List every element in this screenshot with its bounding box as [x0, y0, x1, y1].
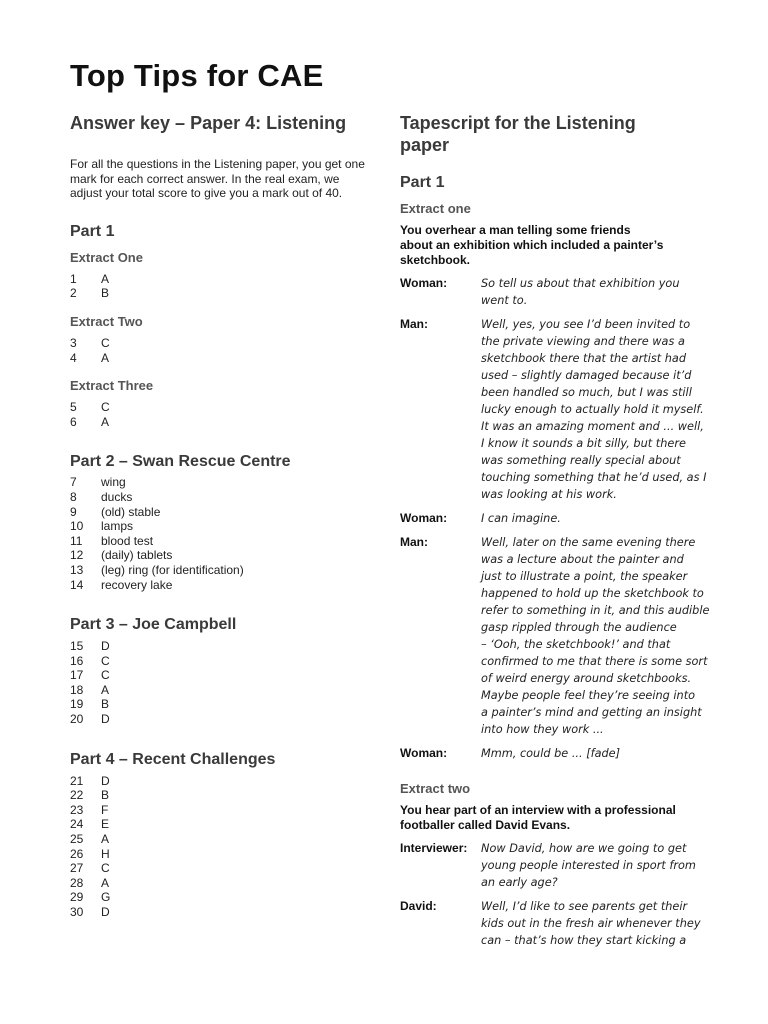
answer-row	[70, 683, 370, 698]
answer-number: 10	[70, 519, 84, 534]
answer-row	[70, 415, 370, 430]
answer-value: B	[101, 697, 110, 712]
answer-row	[70, 876, 370, 891]
answer-row	[70, 475, 370, 490]
answer-value: lamps	[101, 519, 134, 534]
speech-text	[481, 534, 709, 738]
intro-line: You overhear a man telling some friends	[400, 223, 631, 237]
answer-row	[70, 905, 370, 920]
speech-text	[481, 840, 705, 891]
answer-number: 7	[70, 475, 77, 490]
answer-number: 24	[70, 817, 84, 832]
speech-line: used – slightly damaged because it’d	[481, 369, 692, 382]
answer-row	[70, 286, 370, 301]
answer-value: C	[101, 400, 110, 415]
speech-line: young people interested in sport from	[481, 859, 696, 872]
dialogue-turn	[400, 510, 705, 527]
answer-value: H	[101, 846, 110, 861]
speech-line: was a lecture about the painter and	[481, 553, 684, 566]
extract-three-answers	[70, 400, 370, 429]
extract-two-heading: Extract Two	[70, 313, 143, 329]
answer-row	[70, 861, 370, 876]
answer-row	[70, 774, 370, 789]
speech-line: of weird energy around sketchbooks.	[481, 672, 692, 685]
extract-three-heading: Extract Three	[70, 378, 154, 394]
speech-line: touching something that he’d used, as I	[481, 471, 707, 484]
answer-row	[70, 847, 370, 862]
speech-line: gasp rippled through the audience	[481, 621, 677, 634]
answer-value: D	[101, 639, 110, 654]
answer-number: 15	[70, 639, 84, 654]
tapescript-heading-line2: paper	[400, 135, 450, 155]
speaker-label: Interviewer:	[400, 841, 468, 855]
answer-value: A	[101, 832, 110, 847]
answer-value: B	[101, 286, 110, 301]
answer-value: blood test	[101, 533, 154, 548]
speech-line: Maybe people feel they’re seeing into	[481, 689, 696, 702]
answer-value: (leg) ring (for identification)	[101, 562, 244, 577]
speech-line: just to illustrate a point, the speaker	[481, 570, 688, 583]
part4-answers	[70, 774, 370, 920]
answer-number: 9	[70, 504, 77, 519]
part2-heading: Part 2 – Swan Rescue Centre	[70, 453, 291, 471]
answer-number: 29	[70, 890, 84, 905]
speaker-label: Woman:	[400, 746, 448, 760]
speech-line: happened to hold up the sketchbook to	[481, 587, 704, 600]
speaker-label: Woman:	[400, 276, 448, 290]
speech-line: went to.	[481, 294, 528, 307]
part3-heading: Part 3 – Joe Campbell	[70, 616, 237, 634]
answer-value: ducks	[101, 489, 133, 504]
answer-number: 30	[70, 905, 84, 919]
intro-line: about an exhibition which included a painter’s	[400, 238, 664, 252]
answer-number: 20	[70, 712, 84, 727]
dialogue-turn	[400, 840, 705, 891]
part4-heading: Part 4 – Recent Challenges	[70, 750, 276, 768]
answer-number: 8	[70, 489, 77, 504]
answer-number: 2	[70, 286, 77, 301]
answer-row	[70, 788, 370, 803]
speech-line: was looking at his work.	[481, 488, 617, 501]
answer-number: 26	[70, 846, 84, 861]
answer-number: 14	[70, 577, 84, 592]
tapescript-part1-heading: Part 1	[400, 174, 445, 191]
answer-value: (old) stable	[101, 504, 161, 519]
speech-text	[481, 275, 705, 309]
answer-value: A	[101, 414, 110, 429]
answer-row	[70, 803, 370, 818]
answer-row	[70, 563, 370, 578]
answer-number: 5	[70, 400, 77, 415]
speech-line: Well, I’d like to see parents get their	[481, 900, 688, 913]
speech-line: can – that’s how they start kicking a	[481, 934, 687, 947]
speech-line: I know it sounds a bit silly, but there	[481, 437, 686, 450]
speech-line: kids out in the fresh air whenever they	[481, 917, 701, 930]
answer-number: 22	[70, 788, 84, 803]
answer-row	[70, 548, 370, 563]
answer-value: D	[101, 905, 110, 919]
part3-answers	[70, 639, 370, 727]
answer-row	[70, 712, 370, 727]
speech-line: Well, later on the same evening there	[481, 536, 696, 549]
speech-line: I can imagine.	[481, 512, 561, 525]
speaker-label: David:	[400, 899, 437, 913]
page-title: Top Tips for CAE	[70, 58, 324, 93]
speech-text	[481, 316, 706, 503]
answer-row	[70, 697, 370, 712]
answer-value: A	[101, 682, 110, 697]
dialogue-turn	[400, 275, 705, 309]
answer-value: wing	[101, 475, 126, 490]
speech-line: confirmed to me that there is some sort	[481, 655, 708, 668]
answer-value: C	[101, 668, 110, 683]
dialogue-turn	[400, 898, 705, 949]
answer-value: B	[101, 788, 110, 803]
answer-row	[70, 400, 370, 415]
intro-line: sketchbook.	[400, 253, 471, 267]
answer-value: G	[101, 890, 111, 905]
extract-one-heading: Extract one	[400, 201, 471, 216]
speech-line: – ‘Ooh, the sketchbook!’ and that	[481, 638, 671, 651]
tapescript-column	[400, 112, 710, 949]
answer-row	[70, 336, 370, 351]
extract-one-heading: Extract One	[70, 249, 143, 265]
dialogue-turn	[400, 534, 710, 738]
speech-line: been handled so much, but I was still	[481, 386, 692, 399]
answer-row	[70, 668, 370, 683]
answer-value: A	[101, 350, 110, 365]
speech-line: a painter’s mind and getting an insight	[481, 706, 702, 719]
part1-heading: Part 1	[70, 222, 115, 240]
answer-row	[70, 272, 370, 287]
answer-number: 12	[70, 548, 84, 563]
speech-line: Well, yes, you see I’d been invited to	[481, 318, 691, 331]
answer-value: C	[101, 653, 110, 668]
answer-number: 21	[70, 773, 84, 788]
answer-row	[70, 534, 370, 549]
extract-two-intro	[400, 803, 700, 833]
extract-one-intro	[400, 223, 700, 268]
speech-line: into how they work ...	[481, 723, 604, 736]
answer-value: A	[101, 271, 110, 286]
answer-number: 18	[70, 682, 84, 697]
answer-row	[70, 832, 370, 847]
speaker-label: Man:	[400, 317, 428, 331]
speech-line: the private viewing and there was a	[481, 335, 685, 348]
answer-key-heading: Answer key – Paper 4: Listening	[70, 113, 347, 133]
tapescript-heading	[400, 112, 690, 156]
answer-row	[70, 890, 370, 905]
answer-value: F	[101, 802, 109, 817]
speech-line: was something really special about	[481, 454, 681, 467]
answer-row	[70, 639, 370, 654]
answer-row	[70, 654, 370, 669]
intro-line: You hear part of an interview with a professional	[400, 803, 676, 817]
answer-number: 27	[70, 861, 84, 876]
answer-row	[70, 351, 370, 366]
speech-line: It was an amazing moment and ... well,	[481, 420, 704, 433]
answer-row	[70, 817, 370, 832]
answer-number: 6	[70, 414, 77, 429]
answer-key-column	[70, 112, 370, 920]
speech-text	[481, 898, 705, 949]
speaker-label: Woman:	[400, 511, 448, 525]
extract-one-answers	[70, 272, 370, 301]
answer-key-intro: For all the questions in the Listening paper, you get one mark for each correct answer. In the real exam, we adjust your total score to give you a mark out of 40.	[70, 157, 365, 201]
answer-row	[70, 578, 370, 593]
speech-text	[481, 510, 705, 527]
dialogue-turn	[400, 316, 705, 503]
speech-line: Now David, how are we going to get	[481, 842, 687, 855]
answer-number: 4	[70, 350, 77, 365]
dialogue-turn	[400, 745, 705, 762]
answer-value: (daily) tablets	[101, 548, 173, 563]
answer-number: 25	[70, 832, 84, 847]
answer-value: D	[101, 712, 110, 727]
answer-number: 28	[70, 875, 84, 890]
speaker-label: Man:	[400, 535, 428, 549]
answer-value: C	[101, 861, 110, 876]
speech-line: an early age?	[481, 876, 558, 889]
intro-line: footballer called David Evans.	[400, 818, 571, 832]
answer-number: 13	[70, 562, 84, 577]
answer-value: C	[101, 335, 110, 350]
answer-row	[70, 519, 370, 534]
answer-value: D	[101, 773, 110, 788]
speech-line: sketchbook there that the artist had	[481, 352, 686, 365]
extract-two-heading: Extract two	[400, 781, 471, 796]
answer-number: 19	[70, 697, 84, 712]
speech-line: So tell us about that exhibition you	[481, 277, 680, 290]
answer-row	[70, 490, 370, 505]
answer-value: recovery lake	[101, 577, 173, 592]
answer-number: 23	[70, 802, 84, 817]
answer-value: A	[101, 875, 110, 890]
speech-line: refer to something in it, and this audible	[481, 604, 710, 617]
speech-line: lucky enough to actually hold it myself.	[481, 403, 704, 416]
answer-number: 17	[70, 668, 84, 683]
speech-line: Mmm, could be ... [fade]	[481, 747, 621, 760]
answer-value: E	[101, 817, 110, 832]
answer-number: 11	[70, 533, 83, 548]
answer-number: 16	[70, 653, 84, 668]
extract-two-answers	[70, 336, 370, 365]
speech-text	[481, 745, 705, 762]
answer-number: 3	[70, 335, 77, 350]
tapescript-heading-line1: Tapescript for the Listening	[400, 113, 636, 133]
answer-number: 1	[70, 271, 77, 286]
part2-answers	[70, 475, 370, 592]
answer-row	[70, 505, 370, 520]
